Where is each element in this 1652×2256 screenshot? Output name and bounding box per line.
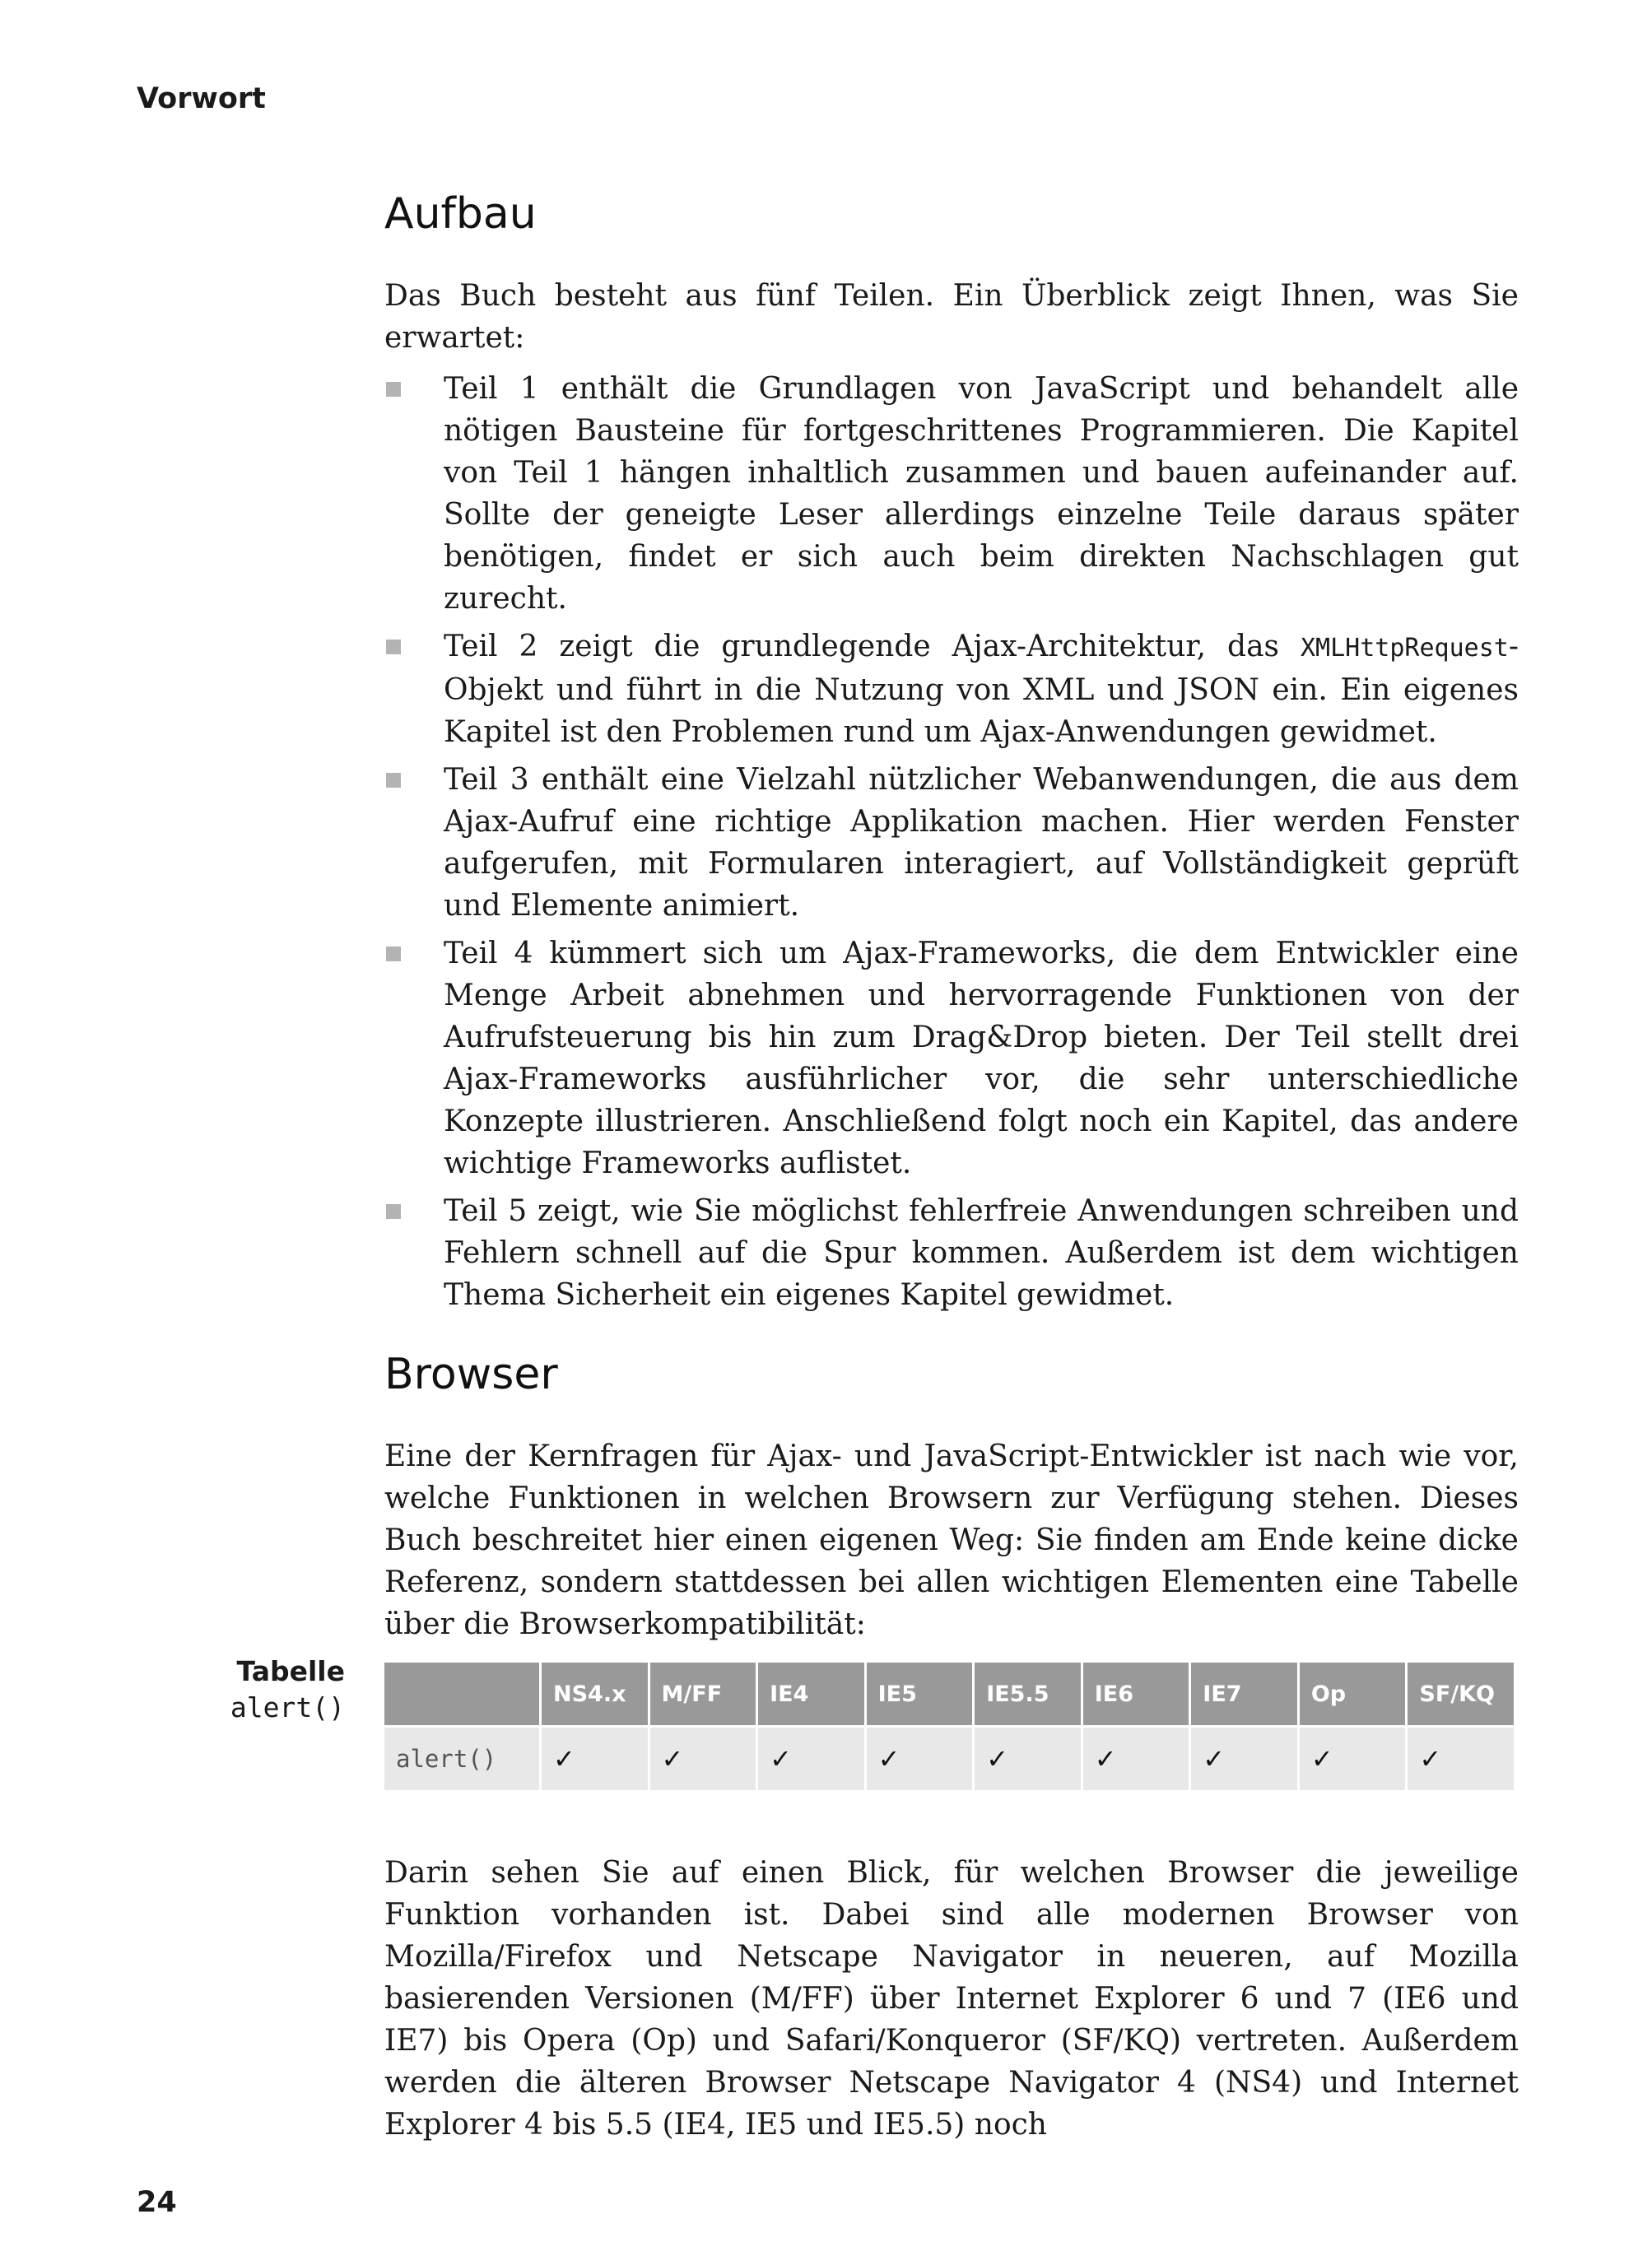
heading-aufbau: Aufbau xyxy=(384,189,537,239)
margin-label-code: alert() xyxy=(230,1691,345,1723)
compat-table xyxy=(382,1663,1516,1790)
aufbau-intro: Das Buch besteht aus fünf Teilen. Ein Überblick zeigt Ihnen, was Sie erwartet: xyxy=(384,279,1519,355)
bullet-square-icon xyxy=(386,382,401,397)
browser-para-2: Darin sehen Sie auf einen Blick, für welchen Browser die jeweilige Funktion vorhanden ist. Dabei sind alle modernen Browser von Mozilla/Firefox und Netscape Navigator in neueren, auf Mozilla basierenden Versionen (M/FF) über Internet Explorer 6 und 7 (IE6 und IE7) bis Opera (Op) und Safari/Konqueror (SF/KQ) vertreten. Außerdem werden die älteren Browser Netscape Navigator 4 (NS4) und Internet Explorer 4 bis 5.5 (IE4, IE5 und IE5.5) noch xyxy=(384,1856,1519,2142)
checkmark-icon: ✓ xyxy=(1083,1725,1189,1790)
bullet-square-icon xyxy=(386,773,401,788)
list-item: Teil 5 zeigt, wie Sie möglichst fehlerfreie Anwendungen schreiben und Fehlern schnell auf die Spur kommen. Außerdem ist dem wichtigen Thema Sicherheit ein eigenes Kapitel gewidmet. xyxy=(384,1190,1519,1316)
browser-para-1: Eine der Kernfragen für Ajax- und JavaScript-Entwickler ist nach wie vor, welche Funktionen in welchen Browsern zur Verfügung stehen. Dieses Buch beschreitet hier einen eigenen Weg: Sie finden am Ende keine dicke Referenz, sondern stattdessen bei allen wichtigen Elementen eine Tabelle über die Browserkompatibilität: xyxy=(384,1440,1519,1641)
list-item: Teil 3 enthält eine Vielzahl nützlicher Webanwendungen, die aus dem Ajax-Aufruf eine richtige Applikation machen. Hier werden Fenster aufgerufen, mit Formularen interagiert, auf Vollständigkeit geprüft und Elemente animiert. xyxy=(384,759,1519,927)
checkmark-icon: ✓ xyxy=(650,1725,756,1790)
row-label: alert() xyxy=(384,1725,539,1790)
bullet-square-icon xyxy=(386,640,401,654)
list-item: Teil 1 enthält die Grundlagen von JavaScript und behandelt alle nötigen Bausteine für fortgeschrittenes Programmieren. Die Kapitel von Teil 1 hängen inhaltlich zusammen und bauen aufeinander auf. Sollte der geneigte Leser allerdings einzelne Teile daraus später benötigen, findet er sich auch beim direkten Nachschlagen gut zurecht. xyxy=(384,368,1519,620)
bullet-square-icon xyxy=(386,1204,401,1219)
list-item: Teil 4 kümmert sich um Ajax-Frameworks, die dem Entwickler eine Menge Arbeit abnehmen und hervorragende Funktionen von der Aufrufsteuerung bis hin zum Drag&Drop bieten. Der Teil stellt drei Ajax-Frameworks ausführlicher vor, die sehr unterschiedliche Konzepte illustrieren. Anschließend folgt noch ein Kapitel, das andere wichtige Frameworks auflistet. xyxy=(384,933,1519,1184)
header-cell: IE6 xyxy=(1083,1663,1189,1725)
parts-list xyxy=(384,368,1519,1322)
margin-label-title: Tabelle xyxy=(236,1655,345,1687)
page-number: 24 xyxy=(137,2186,177,2219)
margin-label xyxy=(230,1654,345,1727)
header-cell: M/FF xyxy=(650,1663,756,1725)
header-cell: SF/KQ xyxy=(1408,1663,1514,1725)
table-header-row xyxy=(384,1663,1514,1725)
header-cell: Op xyxy=(1300,1663,1406,1725)
header-cell: IE5 xyxy=(867,1663,973,1725)
header-cell: IE5.5 xyxy=(975,1663,1081,1725)
header-cell xyxy=(384,1663,539,1725)
table-row xyxy=(384,1725,1514,1790)
heading-browser: Browser xyxy=(384,1350,558,1399)
header-cell: IE7 xyxy=(1191,1663,1297,1725)
checkmark-icon: ✓ xyxy=(1408,1725,1514,1790)
checkmark-icon: ✓ xyxy=(975,1725,1081,1790)
checkmark-icon: ✓ xyxy=(1300,1725,1406,1790)
checkmark-icon: ✓ xyxy=(1191,1725,1297,1790)
list-item: Teil 2 zeigt die grundlegende Ajax-Architektur, das XMLHttpRequest-Objekt und führt in die Nutzung von XML und JSON ein. Ein eigenes Kapitel ist den Problemen rund um Ajax-Anwendungen gewidmet. xyxy=(384,626,1519,753)
header-cell: NS4.x xyxy=(542,1663,648,1725)
running-head: Vorwort xyxy=(137,82,266,115)
bullet-square-icon xyxy=(386,947,401,961)
inline-code: XMLHttpRequest xyxy=(1300,634,1509,663)
checkmark-icon: ✓ xyxy=(758,1725,864,1790)
checkmark-icon: ✓ xyxy=(867,1725,973,1790)
header-cell: IE4 xyxy=(758,1663,864,1725)
checkmark-icon: ✓ xyxy=(542,1725,648,1790)
